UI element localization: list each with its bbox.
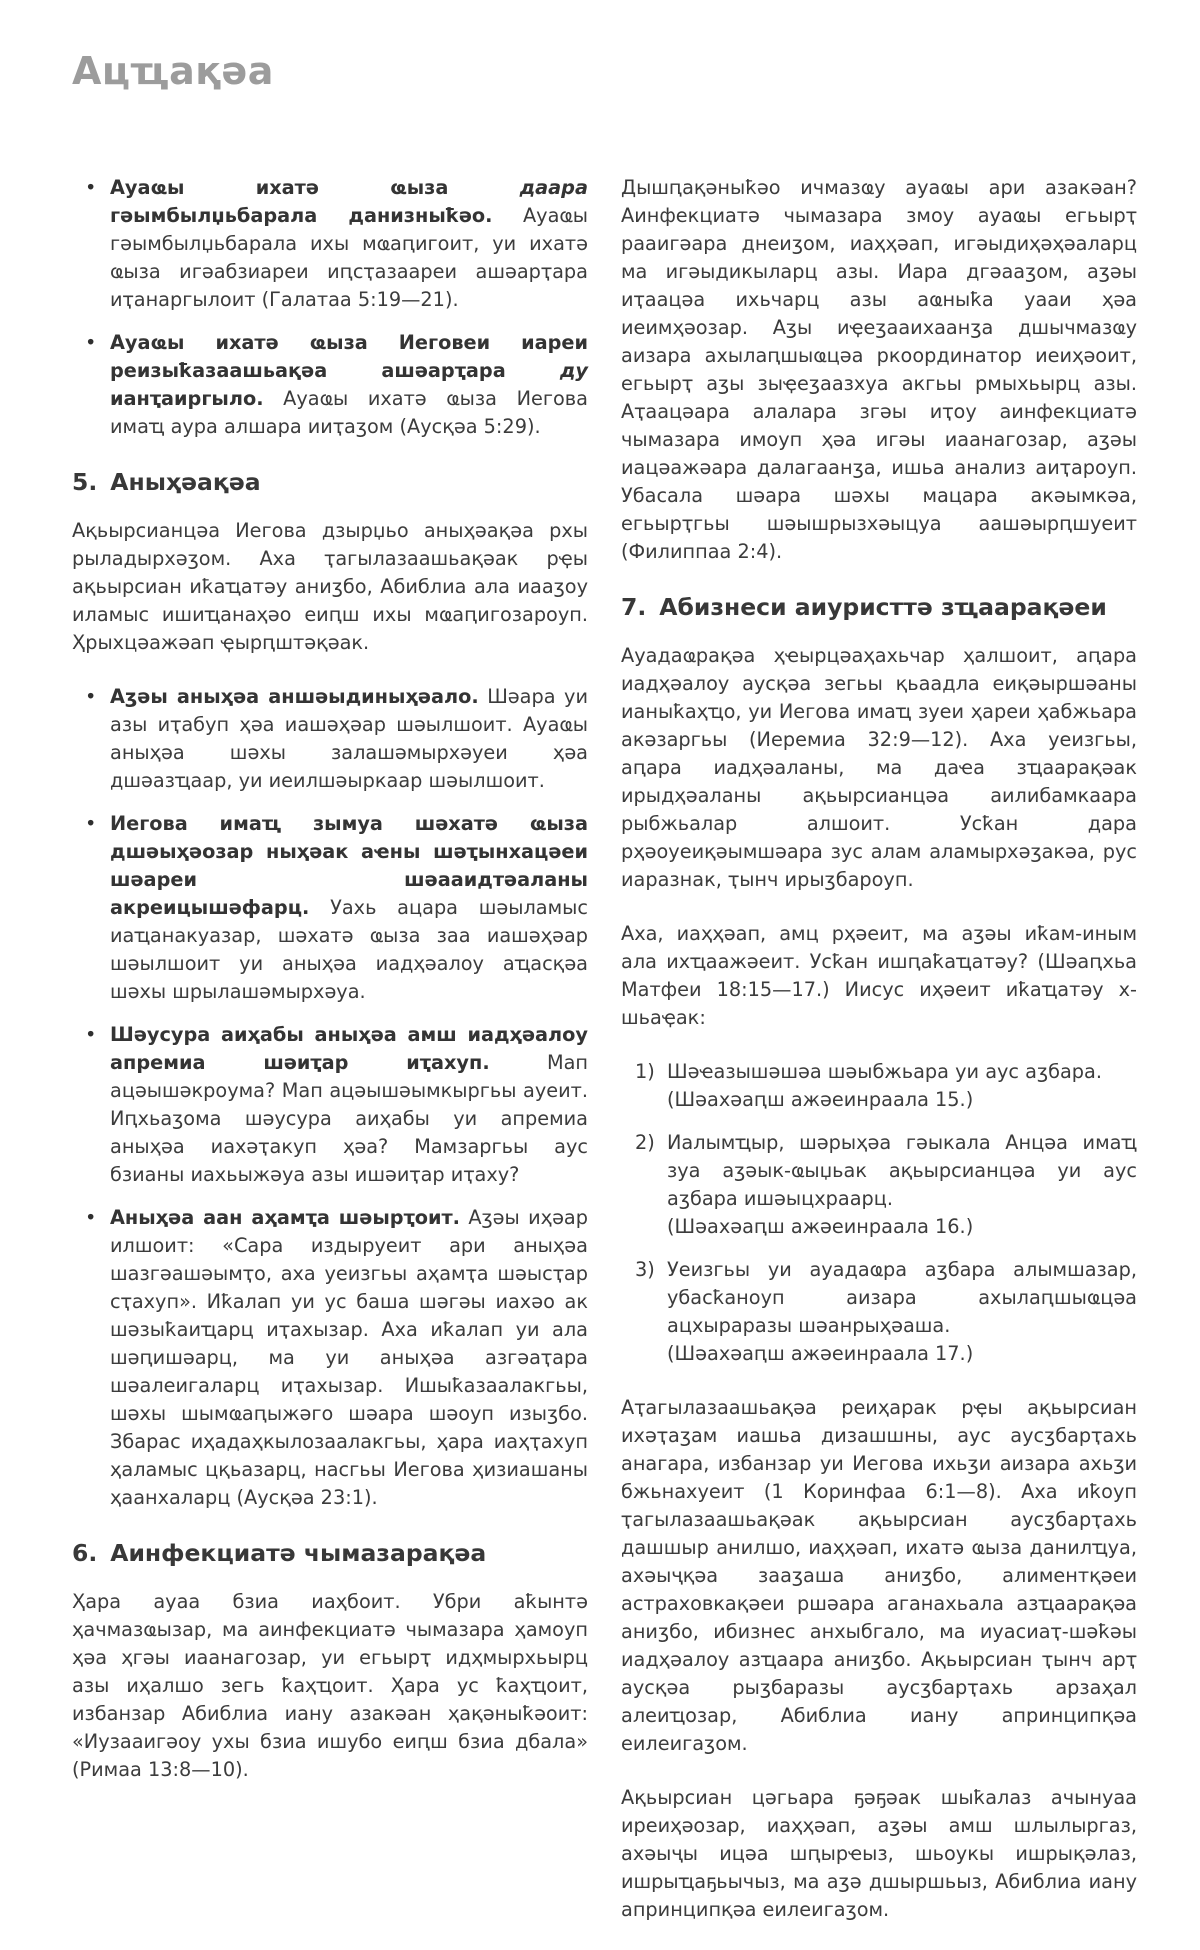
bullet-text <box>110 1023 588 1186</box>
left-column <box>72 174 588 1810</box>
bullet-lead-italic: даара <box>519 176 588 199</box>
bullet-lead: Ауаҩы ихатә ҩыза Иеговеи иареи реизыҟазаашьақәа ашәарҭара <box>110 331 588 382</box>
section-title: Аныҳәақәа <box>110 468 261 496</box>
bullet-text <box>110 685 588 792</box>
warning-bullet-list <box>72 174 588 441</box>
step-number: 3) <box>635 1258 655 1281</box>
paragraph: Аҭагылазаашьақәа реиҳарак рҿы ақьырсиан ихәҭаӡам иашьа дизашшны, аус аусӡбарҭахь анагара, избанзар уи Иегова ихьӡи аизара ахьӡи бжьнахуеит (1 Коринфаа 6:1—8). Аха иҟоуп ҭагылазаашьақәак ақьырсиан аусӡбарҭахь дашшыр анилшо, иаҳҳәап, ихатә ҩыза данилҵуа, ахәыҷқәа зааӡаша аниӡбо, алиментқәеи астраховкақәеи ршәара аганахьала азҵаарақәа аниӡбо, ибизнес анхыбгало, ма иуасиаҭ-шәҟәы иадҳәалоу азҵаара аниӡбо. Ақьырсиан ҭынч арҭ аусқәа рыӡбаразы аусӡбарҭахь арзаҳал алеиҵозар, Абиблиа иану апринципқәа еилеигаӡом. <box>621 1396 1137 1755</box>
bullet-marker: • <box>85 1023 97 1046</box>
step-number: 1) <box>635 1060 655 1083</box>
section-heading-5 <box>72 467 588 497</box>
list-item <box>72 329 588 441</box>
paragraph: Ақьырсианцәа Иегова дзырџьо аныҳәақәа рхы рыладырхәӡом. Аха ҭагылазаашьақәак рҿы ақьырсиан иҟаҵатәу аниӡбо, Абиблиа ала иааӡоу иламыс ишиҵанаҳәо еиԥш ихы мҩаԥигозароуп. Ҳрыхцәажәап ҿырԥштәқәак. <box>72 519 588 654</box>
list-item <box>621 1058 1137 1114</box>
list-item <box>621 1129 1137 1241</box>
section-number: 7. <box>621 593 647 621</box>
bullet-marker: • <box>85 685 97 708</box>
bullet-lead: ианҭаиргыло. <box>110 387 264 410</box>
step-text: Уеизгьы уи ауадаҩра аӡбара алымшазар, убасҟаноуп аизара ахылаԥшыҩцәа ацхыраразы шәанрыҳәаша. <box>667 1258 1137 1337</box>
numbered-step-list <box>621 1058 1137 1368</box>
step-text: Шәҽазышәшәа шәыбжьара уи аус аӡбара. <box>667 1060 1102 1083</box>
list-item <box>72 810 588 1006</box>
bullet-lead: Аныҳәа аан аҳамҭа шәырҭоит. <box>110 1206 460 1229</box>
bullet-body: Мап ацәышәкроума? Мап ацәышәымкыргьы ауеит. Иԥхьаӡома шәусура аиҳабы уи апремиа аныҳәа иахәҭакуп ҳәа? Мамзаргьы аус бзианы иахьыжәуа азы ишәиҭар иҭаху? <box>110 1051 589 1186</box>
list-item <box>72 1204 588 1512</box>
bullet-body: Аӡәы иҳәар илшоит: «Сара издыруеит ари аныҳәа шазгәашәымҭо, аха уеизгьы аҳамҭа шәысҭар сҭахуп». Иҟалап уи ус баша шәгәы иахәо ак шәзыҟаиҵарц иҭахызар. Аха иҟалап уи ала шәԥишәарц, ма уи аныҳәа азгәаҭара шәалеигаларц иҭахызар. Ишыҟазаалакгьы, шәхы шымҩаԥыжәго шәара шәоуп изыӡбо. Збарас иҳадаҳкылозаалакгьы, ҳара иаҳҭахуп ҳаламыс цқьазарц, насгьы Иегова ҳизиашаны ҳаанхаларц (Аусқәа 23:1). <box>110 1206 588 1509</box>
bullet-marker: • <box>85 176 97 199</box>
bullet-lead: Шәусура аиҳабы аныҳәа амш иадҳәалоу апремиа шәиҭар иҭахуп. <box>110 1023 588 1074</box>
page-title: Ацҵақәа <box>72 49 274 93</box>
paragraph: Ҳара ауаа бзиа иаҳбоит. Убри аҟынтә ҳачмазҩызар, ма аинфекциатә чымазара ҳамоуп ҳәа ҳгәы иаанагозар, уи егьырҭ идҳмырхьырц азы иҳалшо зегь ҟаҳҵоит. Ҳара ус ҟаҳҵоит, избанзар Абиблиа иану азакәан ҳақәныҟәоит: «Иузааигәоу ухы бзиа ишубо еиԥш бзиа дбала» (Римаа 13:8—10). <box>72 1590 588 1781</box>
section-number: 5. <box>72 468 98 496</box>
step-text: Иалымҵыр, шәрыҳәа гәыкала Анцәа имаҵ зуа аӡәык-ҩыџьак ақьырсианцәа уи аус аӡбара ишәыцхраарц. <box>667 1131 1137 1210</box>
two-column-layout <box>72 174 1140 1950</box>
bullet-lead: Иегова имаҵ зымуа шәхатә ҩыза дшәыҳәозар ныҳәак аҽны шәҭынхацәеи шәареи шәааидтәаланы акреицышәфарц. <box>110 812 588 919</box>
paragraph: Дышԥақәныҟәо ичмазҩу ауаҩы ари азакәан? Аинфекциатә чымазара змоу ауаҩы егьырҭ рааигәара днеиӡом, иаҳҳәап, игәыдиҳәҳәаларц ма игәыдикыларц азы. Иара дгәааӡом, аӡәы иҭаацәа ихьчарц азы аҩныҟа уааи ҳәа иеимҳәозар. Аӡы иҿеӡааихаанӡа дшычмазҩу аизара ахылаԥшыҩцәа ркоординатор иеиҳәоит, егьырҭ аӡы зыҿеӡаазхуа акгьы рмыхьырц азы. Аҭаацәара алалара згәы иҭоу аинфекциатә чымазара имоуп ҳәа игәы иаанагозар, аӡәы иацәажәара далагаанӡа, ишьа анализ аиҭароуп. Убасала шәара шәхы мацара акәымкәа, егьырҭгьы шәышрызхәыцуа аашәырԥшуеит (Филиппаа 2:4). <box>621 176 1137 563</box>
bullet-lead: Аӡәы аныҳәа аншәыдиныҳәало. <box>110 685 479 708</box>
paragraph: Ақьырсиан цәгьара ҕәҕәак шыҟалаз ачынуаа иреиҳәозар, иаҳҳәап, аӡәы амш шлылыргаз, ахәыҷы ицәа шԥырҽыз, шьоукы ишрықәлаз, ишрыҵаҕьычыз, ма аӡә дшыршьыз, Абиблиа иану апринципқәа еилеигаӡом. <box>621 1786 1137 1921</box>
paragraph: Аха, иаҳҳәап, амц рҳәеит, ма аӡәы иҟам-иным ала ихҵаажәеит. Усҟан ишԥаҟаҵатәу? (Шәаԥхьа Матфеи 18:15—17.) Иисус иҳәеит иҟаҵатәу х-шьаҿак: <box>621 922 1137 1029</box>
bullet-text <box>110 176 588 311</box>
section-title: Аинфекциатә чымазарақәа <box>110 1539 487 1567</box>
paragraph: Ауадаҩрақәа ҳҽырцәаҳахьчар ҳалшоит, аԥара иадҳәалоу аусқәа зегьы қьаадла еиқәыршәаны ианыҟаҳҵо, уи Иегова имаҵ зуеи ҳареи ҳабжьара акәзаргьы (Иеремиа 32:9—12). Аха уеизгьы, аԥара иадҳәаланы, ма даҽа зҵаарақәак ирыдҳәаланы ақьырсианцәа аилибамкаара рыбжьалар алшоит. Усҟан дара рҳәоуеиқәымшәара зус алам аламырхәӡакәа, рус иаразнак, ҭынч ирыӡбароуп. <box>621 644 1137 891</box>
list-item <box>72 174 588 314</box>
bullet-marker: • <box>85 812 97 835</box>
section5-bullet-list <box>72 683 588 1512</box>
bullet-body: Ауаҩы ихатә ҩыза Иегова имаҵ аура алшара ииҭаӡом (Аусқәа 5:29). <box>110 387 588 438</box>
section-heading-7 <box>621 592 1137 622</box>
step-reference: (Шәахәаԥш ажәеинраала 15.) <box>667 1088 974 1111</box>
bullet-lead: гәымбылџьбарала данизныҟәо. <box>110 204 493 227</box>
step-number: 2) <box>635 1131 655 1154</box>
section-title: Абизнеси аиуристтә зҵаарақәеи <box>659 593 1107 621</box>
list-item <box>72 1021 588 1189</box>
bullet-text <box>110 331 588 438</box>
step-reference: (Шәахәаԥш ажәеинраала 16.) <box>667 1215 974 1238</box>
bullet-marker: • <box>85 1206 97 1229</box>
section-number: 6. <box>72 1539 98 1567</box>
bullet-text <box>110 1206 588 1509</box>
list-item <box>621 1256 1137 1368</box>
bullet-lead: Ауаҩы ихатә ҩыза <box>110 176 520 199</box>
bullet-body: Ауаҩы гәымбылџьбарала ихы мҩаԥигоит, уи ихатә ҩыза игәабзиареи иԥсҭазаареи ашәарҭара иҭанаргылоит (Галатаа 5:19—21). <box>110 204 588 311</box>
step-reference: (Шәахәаԥш ажәеинраала 17.) <box>667 1342 974 1365</box>
list-item <box>72 683 588 795</box>
bullet-body: Уахь ацара шәыламыс иаҵанакуазар, шәхатә ҩыза заа иашәҳәар шәылшоит уи аныҳәа иадҳәалоу аҵасқәа шәхы шрылашәмырхәуа. <box>110 896 588 1003</box>
right-column <box>621 174 1137 1950</box>
bullet-text <box>110 812 588 1003</box>
bullet-marker: • <box>85 331 97 354</box>
bullet-lead-italic: ду <box>559 359 588 382</box>
bullet-body: Шәара уи азы иҭабуп ҳәа иашәҳәар шәылшоит. Ауаҩы аныҳәа шәхы залашәмырхәуеи ҳәа дшәазҵаар, уи иеилшәыркаар шәылшоит. <box>110 685 588 792</box>
